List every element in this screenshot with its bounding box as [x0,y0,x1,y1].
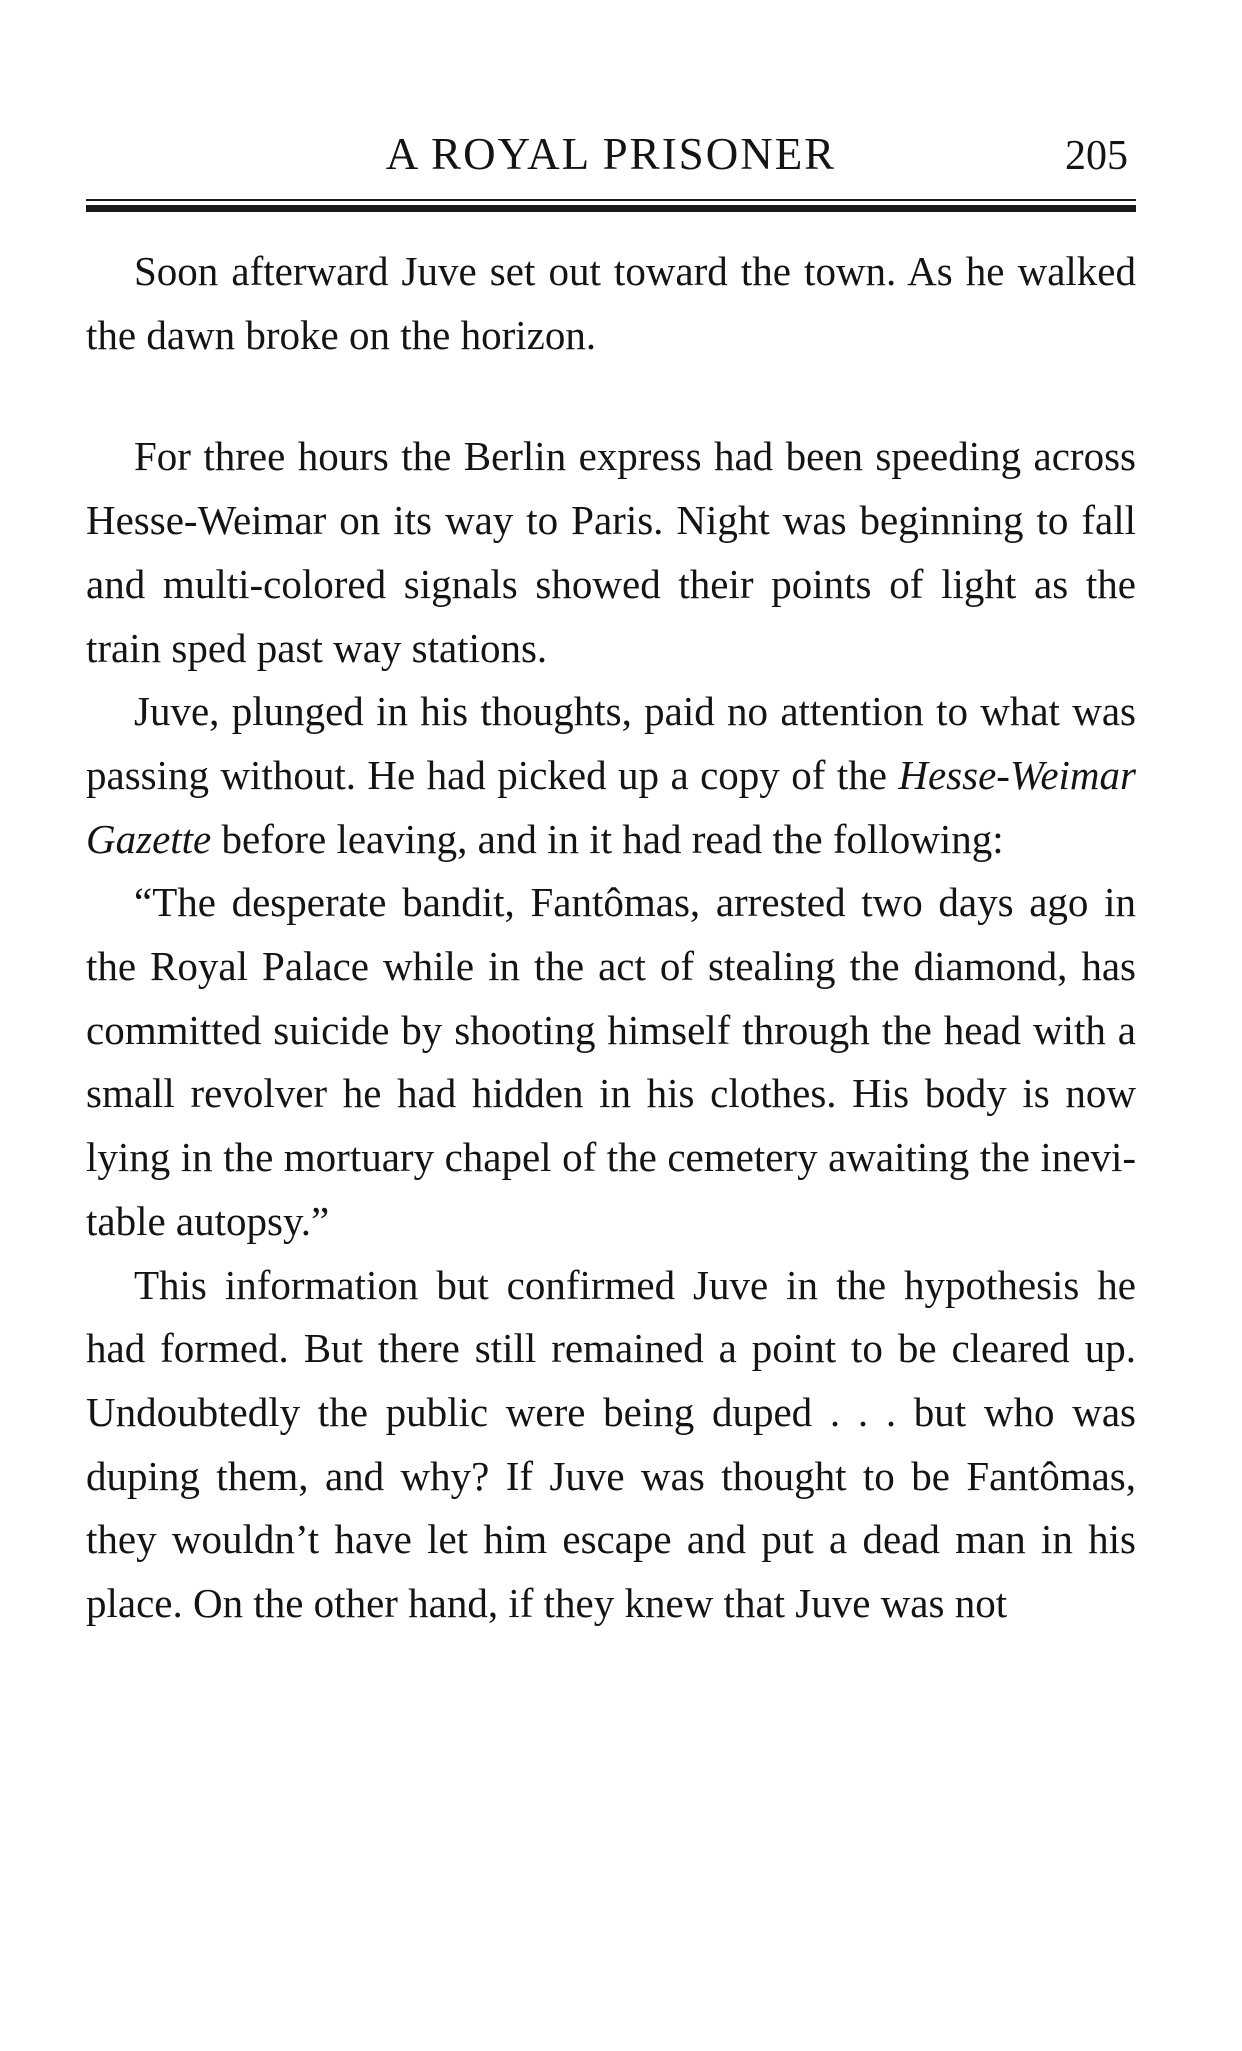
paragraph-5: This information but confirmed Juve in the hypothesis he had formed. But there still remained a point to be cleared up. Undoubtedly the public were being duped . . . but who was duping them, and why? If Juve was thought to be Fantômas, they wouldn’t have let him escape and put a dead man in his place. On the other hand, if they knew that Juve was not [86,1261,1136,1627]
paragraph-3-text-before: Juve, plunged in his thoughts, paid no attention to what was passing without. He had picked up a copy of the [86,688,1136,798]
header-rule [86,199,1136,212]
paragraph-3-text-after: before leaving, and in it had read the following: [211,815,1004,862]
running-head [86,124,1136,184]
body-text [86,240,1136,1636]
newspaper-title: Hesse-Weimar Gazette [86,751,1136,862]
page-number: 205 [1065,133,1128,179]
paragraph-1: Soon afterward Juve set out toward the town. As he walked the dawn broke on the horizon. [86,248,1136,358]
paragraph-2: For three hours the Berlin express had been speeding across Hesse-Weimar on its way to Paris. Night was beginning to fall and multi-colored signals showed their points of light as the train sped past way stations. [86,433,1136,671]
paragraph-4-quotation: “The desperate bandit, Fantômas, arrested two days ago in the Royal Palace while in the act of stealing the diamond, has committed suicide by shooting himself through the head with a small revolver he had hidden in his clothes. His body is now lying in the mortuary chapel of the cemetery awaiting the inevitable autopsy.” [86,879,1136,1244]
chapter-running-title: A ROYAL PRISONER [385,129,837,179]
header-rule-thin [86,199,1136,201]
header-rule-thick [86,205,1136,212]
paragraph-3 [86,680,1136,871]
